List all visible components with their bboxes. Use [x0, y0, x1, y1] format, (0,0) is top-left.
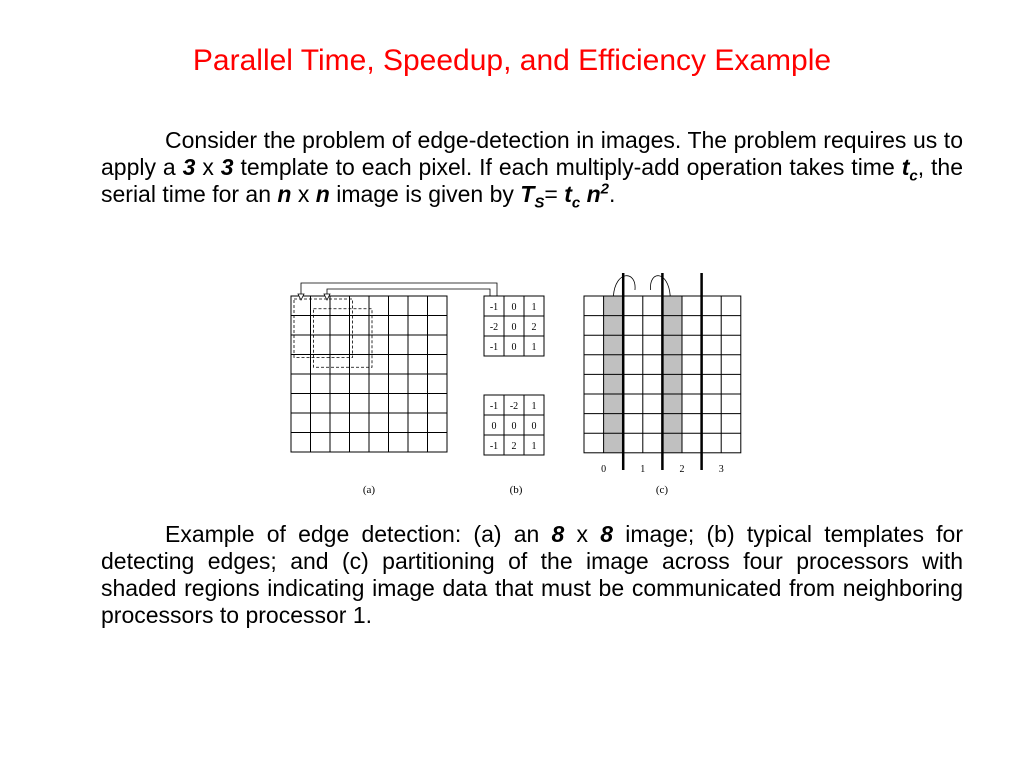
template-1-cell: -1: [489, 342, 499, 353]
template-1-cell: 1: [531, 342, 537, 353]
slide-title: Parallel Time, Speedup, and Efficiency Example: [192, 44, 832, 77]
communication-arrow-right: [651, 276, 671, 296]
template-2-cell: -1: [489, 401, 499, 412]
template-1-cell: 1: [531, 302, 537, 313]
processor-label-2: 2: [679, 464, 685, 475]
processor-label-1: 1: [640, 464, 646, 475]
template-1-cell: -2: [489, 322, 499, 333]
template-2-cell: 0: [531, 421, 537, 432]
caption-c: (c): [655, 484, 669, 496]
figure-caption-paragraph: Example of edge detection: (a) an 8 x 8 image; (b) typical templates for detecting edges; and (c) partitioning of the image across four processors with shaded regions indicating image data that must be communicated from neighboring processors to processor 1.: [101, 521, 964, 628]
template-2-cell: 1: [531, 441, 537, 452]
processor-label-0: 0: [601, 464, 607, 475]
partitioned-grid-c: [584, 273, 741, 475]
template-1-cell: -1: [489, 302, 499, 313]
image-grid-a: [291, 283, 497, 452]
caption-a: (a): [362, 484, 376, 496]
template-2-cell: -2: [509, 401, 519, 412]
template-window-2: [314, 309, 373, 368]
connector-arrow-1: [298, 294, 304, 300]
template-1-cell: 0: [511, 302, 517, 313]
problem-paragraph: Consider the problem of edge-detection in images. The problem requires us to apply a 3 x 3 template to each pixel. If each multiply-add operation takes time $t_c$, the serial time for an n x n image is given by $T_S= t_c$ $n^2$.: [101, 127, 963, 212]
processor-label-3: 3: [718, 464, 724, 475]
template-2-cell: 0: [491, 421, 497, 432]
template-1-cell: 0: [511, 322, 517, 333]
templates-b: [484, 296, 544, 455]
template-2-cell: 0: [511, 421, 517, 432]
template-2-cell: -1: [489, 441, 499, 452]
template-1-cell: 0: [511, 342, 517, 353]
template-window-1: [294, 299, 353, 358]
template-2-cell: 1: [531, 401, 537, 412]
template-1-cell: 2: [531, 322, 537, 333]
template-2-cell: 2: [511, 441, 517, 452]
caption-b: (b): [509, 484, 523, 496]
